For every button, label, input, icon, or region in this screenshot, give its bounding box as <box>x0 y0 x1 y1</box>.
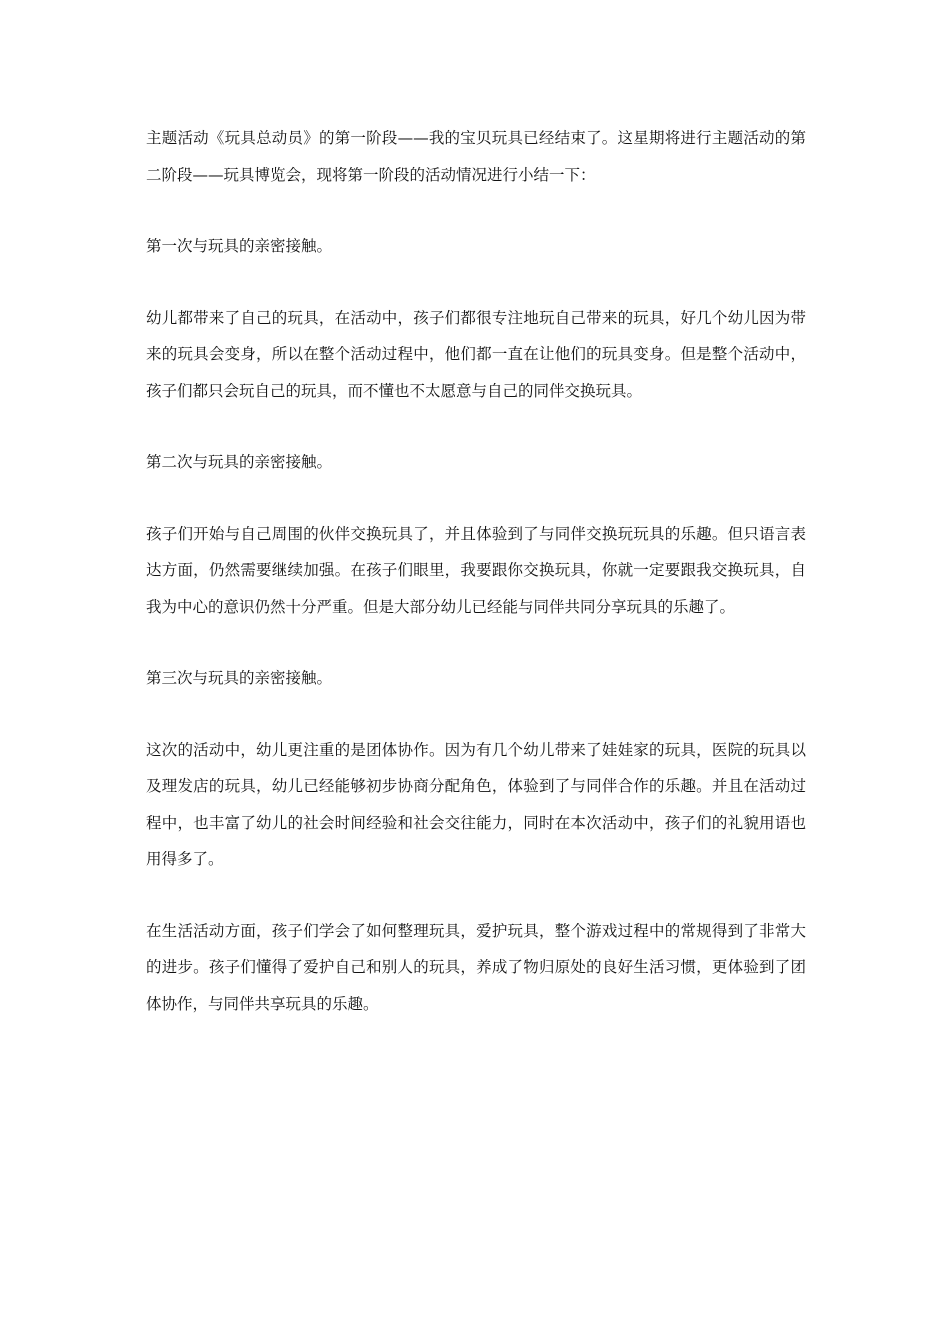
third-contact-paragraph: 这次的活动中，幼儿更注重的是团体协作。因为有几个幼儿带来了娃娃家的玩具，医院的玩具以及理发店的玩具，幼儿已经能够初步协商分配角色，体验到了与同伴合作的乐趣。并且在活动过程中，也丰富了幼儿的社会时间经验和社会交往能力，同时在本次活动中，孩子们的礼貌用语也用得多了。 <box>146 740 806 868</box>
section-heading-first-contact: 第一次与玩具的亲密接触。 <box>146 237 333 255</box>
document-body <box>146 120 806 1057</box>
first-contact-paragraph: 幼儿都带来了自己的玩具，在活动中，孩子们都很专注地玩自己带来的玩具，好几个幼儿因为带来的玩具会变身，所以在整个活动过程中，他们都一直在让他们的玩具变身。但是整个活动中，孩子们都只会玩自己的玩具，而不懂也不太愿意与自己的同伴交换玩具。 <box>146 308 806 400</box>
daily-life-paragraph: 在生活活动方面，孩子们学会了如何整理玩具，爱护玩具，整个游戏过程中的常规得到了非常大的进步。孩子们懂得了爱护自己和别人的玩具，养成了物归原处的良好生活习惯，更体验到了团体协作，与同伴共享玩具的乐趣。 <box>146 921 806 1013</box>
section-heading-second-contact: 第二次与玩具的亲密接触。 <box>146 453 333 471</box>
section-heading-third-contact: 第三次与玩具的亲密接触。 <box>146 669 333 687</box>
second-contact-paragraph: 孩子们开始与自己周围的伙伴交换玩具了，并且体验到了与同伴交换玩玩具的乐趣。但只语言表达方面，仍然需要继续加强。在孩子们眼里，我要跟你交换玩具，你就一定要跟我交换玩具，自我为中心的意识仍然十分严重。但是大部分幼儿已经能与同伴共同分享玩具的乐趣了。 <box>146 524 806 616</box>
intro-paragraph: 主题活动《玩具总动员》的第一阶段——我的宝贝玩具已经结束了。这星期将进行主题活动的第二阶段——玩具博览会，现将第一阶段的活动情况进行小结一下： <box>146 129 806 184</box>
